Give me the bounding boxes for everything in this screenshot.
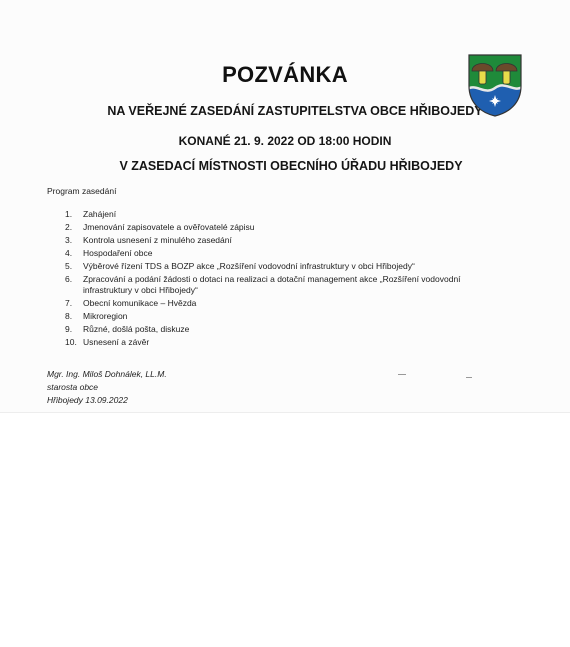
agenda-item: [47, 324, 503, 335]
agenda-item-text: Kontrola usnesení z minulého zasedání: [83, 235, 232, 245]
agenda-item-number: 8.: [65, 311, 73, 321]
agenda-list: [47, 209, 503, 350]
agenda-item-text: Jmenování zapisovatele a ověřovatelé zápisu: [83, 222, 255, 232]
subtitle-location: V ZASEDACÍ MÍSTNOSTI OBECNÍHO ÚŘADU HŘIBOJEDY: [119, 159, 463, 173]
municipal-coat-of-arms-icon: [466, 52, 524, 118]
agenda-item: [47, 248, 503, 259]
agenda-item: [47, 311, 503, 322]
agenda-item-number: 6.: [65, 274, 73, 284]
agenda-item: [47, 274, 503, 296]
agenda-item-number: 3.: [65, 235, 73, 245]
agenda-item-text: Mikroregion: [83, 311, 128, 321]
scan-speck: [398, 374, 406, 375]
agenda-item-text: Obecní komunikace – Hvězda: [83, 298, 197, 308]
agenda-item: [47, 235, 503, 246]
signatory-role: starosta obce: [47, 382, 99, 392]
agenda-item: [47, 298, 503, 309]
subtitle-date-time: KONANÉ 21. 9. 2022 OD 18:00 HODIN: [178, 134, 392, 148]
document-page-bottom: [0, 412, 570, 647]
agenda-item-text: Zpracování a podání žádosti o dotaci na realizaci a dotační management akce „Rozšíření vodovodní infrastruktury v obci Hřibojedy“: [83, 274, 461, 295]
subtitle-meeting: NA VEŘEJNÉ ZASEDÁNÍ ZASTUPITELSTVA OBCE HŘIBOJEDY: [107, 104, 483, 118]
agenda-item-text: Usnesení a závěr: [83, 337, 150, 347]
agenda-item-number: 4.: [65, 248, 73, 258]
agenda-item: [47, 222, 503, 233]
signature-place-date: Hřibojedy 13.09.2022: [47, 395, 128, 405]
agenda-item-text: Výběrové řízení TDS a BOZP akce „Rozšíření vodovodní infrastruktury v obci Hřibojedy“: [83, 261, 415, 271]
agenda-item-number: 1.: [65, 209, 73, 219]
agenda-item-text: Zahájení: [83, 209, 117, 219]
agenda-item-number: 10.: [65, 337, 77, 347]
agenda-item-number: 7.: [65, 298, 73, 308]
agenda-item-number: 9.: [65, 324, 73, 334]
agenda-item-number: 5.: [65, 261, 73, 271]
agenda-item-text: Hospodaření obce: [83, 248, 153, 258]
agenda-item: [47, 261, 503, 272]
signatory-name: Mgr. Ing. Miloš Dohnálek, LL.M.: [47, 369, 167, 379]
scan-speck: [466, 377, 472, 378]
signature-block: [47, 368, 167, 407]
agenda-item-text: Různé, došlá pošta, diskuze: [83, 324, 190, 334]
document-title: POZVÁNKA: [222, 62, 348, 87]
agenda-item: [47, 209, 503, 220]
agenda-item: [47, 337, 503, 348]
agenda-item-number: 2.: [65, 222, 73, 232]
program-heading: Program zasedání: [47, 186, 117, 196]
